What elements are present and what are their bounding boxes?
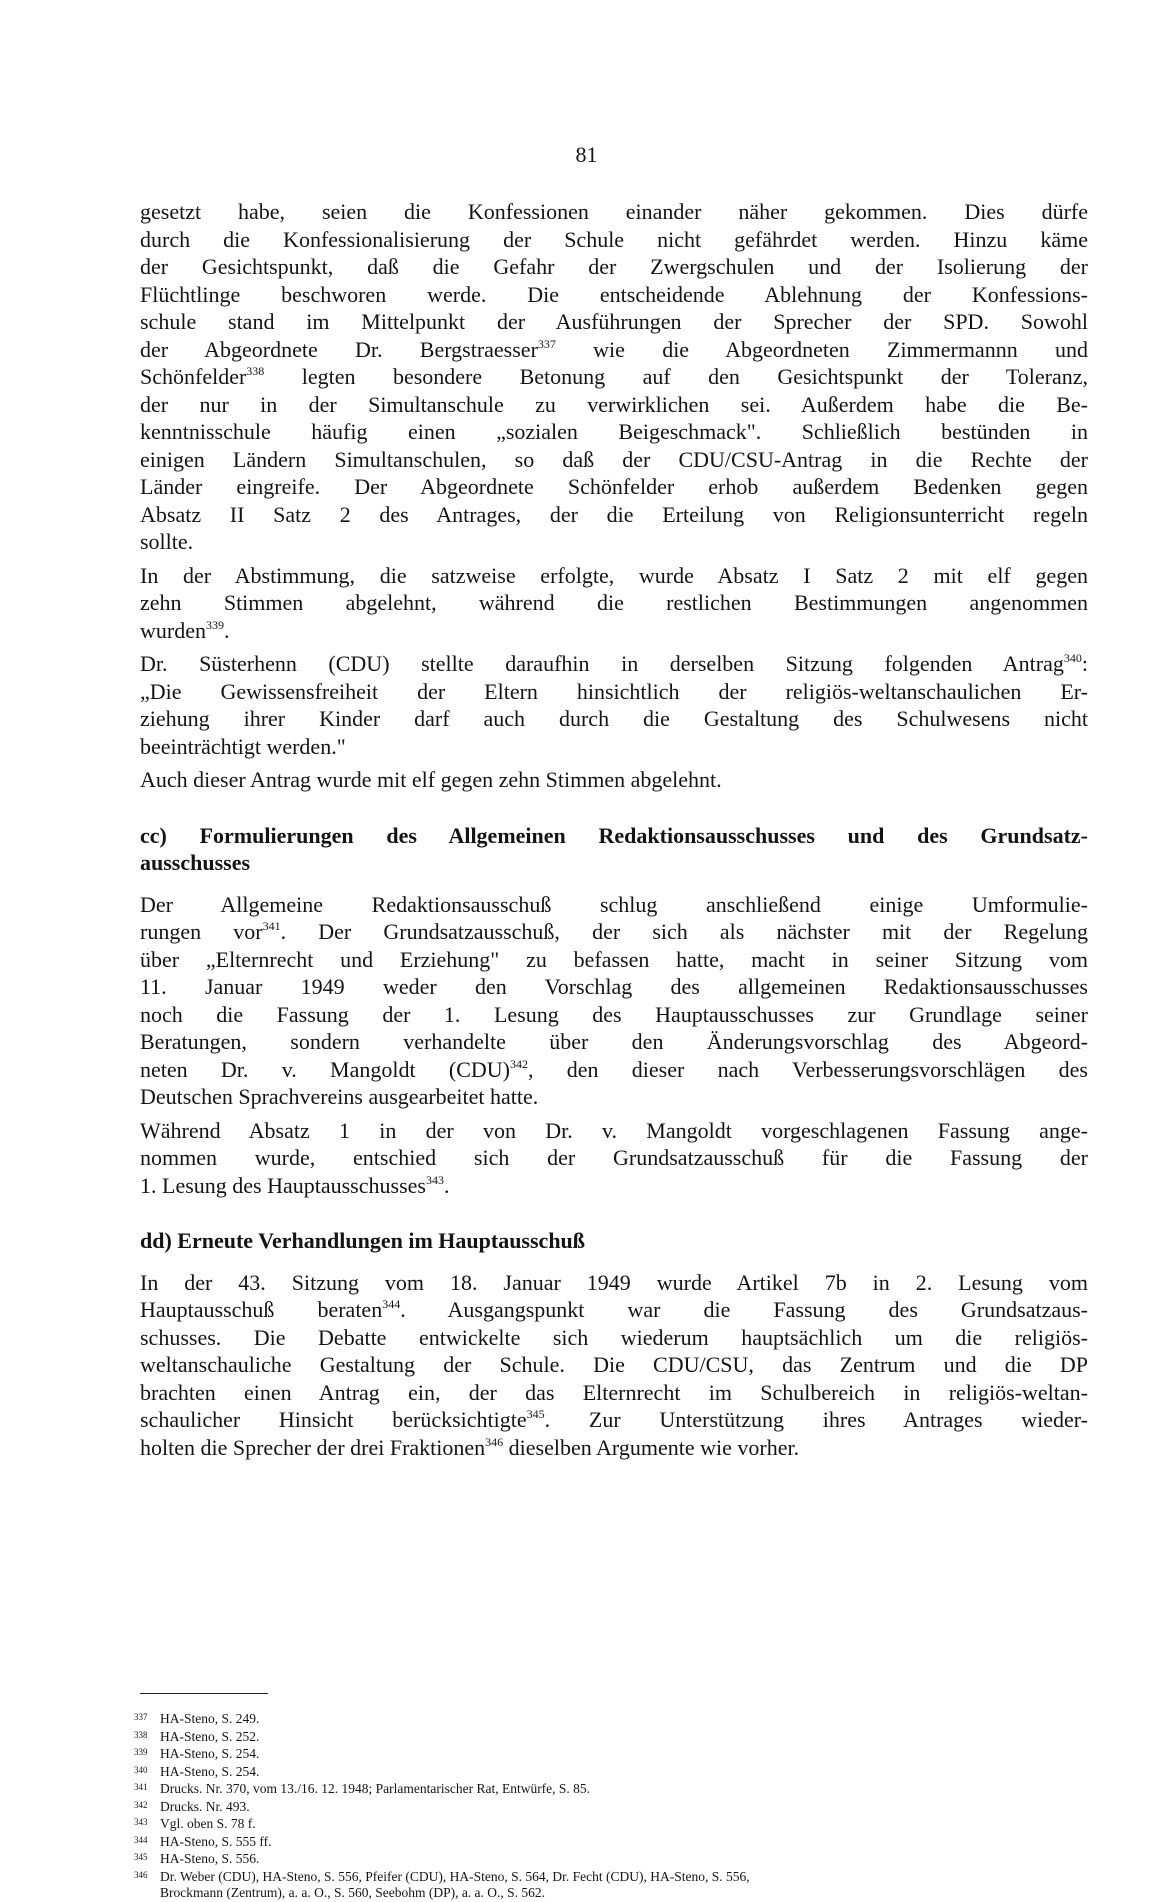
paragraph: [140, 1269, 1088, 1462]
footnote-ref: 342: [509, 1056, 528, 1071]
footnote-number: 345: [134, 1852, 148, 1862]
footnote-number: 339: [134, 1747, 148, 1757]
footnotes: [134, 1709, 1094, 1902]
text-line: Der Allgemeine Redaktionsausschuß schlug anschließend einige Umformulie-: [140, 891, 1088, 917]
text-line: Flüchtlinge beschworen werde. Die entscheidende Ablehnung der Konfessions-: [140, 281, 1088, 307]
text-line: Länder eingreife. Der Abgeordnete Schönfelder erhob außerdem Bedenken gegen: [140, 474, 1088, 499]
footnote-separator: [140, 1693, 268, 1694]
text-line: Hauptausschuß beraten$^{344}$. Ausgangspunkt war die Fassung des Grundsatzaus-: [140, 1297, 1088, 1322]
section-heading: [140, 1227, 1088, 1255]
footnote-ref: 341: [262, 919, 281, 933]
paragraph: [140, 198, 1088, 556]
footnote: 340 HA-Steno, S. 254.: [134, 1763, 260, 1779]
text-line: rungen vor$^{341}$. Der Grundsatzausschuß, der sich als nächster mit der Regelung: [140, 919, 1088, 944]
text-line: sollte.: [140, 529, 194, 554]
text-line: Deutschen Sprachvereins ausgearbeitet hatte.: [140, 1084, 539, 1109]
text-line: „Die Gewissensfreiheit der Eltern hinsichtlich der religiös-weltanschaulichen Er-: [140, 678, 1088, 704]
text-line: einigen Ländern Simultanschulen, so daß der CDU/CSU-Antrag in die Rechte der: [140, 446, 1088, 472]
footnote: 344 HA-Steno, S. 555 ff.: [134, 1833, 272, 1849]
footnote-number: 342: [134, 1799, 148, 1810]
footnote: 343 Vgl. oben S. 78 f.: [134, 1816, 256, 1831]
text-line: In der 43. Sitzung vom 18. Januar 1949 wurde Artikel 7b in 2. Lesung vom: [140, 1269, 1088, 1295]
text-line: 11. Januar 1949 weder den Vorschlag des allgemeinen Redaktionsausschusses: [140, 974, 1088, 999]
body-text: [140, 198, 1088, 1461]
paragraph: [140, 650, 1088, 760]
footnote-ref: 339: [205, 617, 224, 632]
text-line: wurden$^{339}$.: [140, 617, 230, 643]
text-line: gesetzt habe, seien die Konfessionen einander näher gekommen. Dies dürfe: [140, 199, 1088, 224]
paragraph: [140, 1117, 1088, 1200]
paragraph: [140, 766, 1088, 794]
footnote: 346 Dr. Weber (CDU), HA-Steno, S. 556, Pfeifer (CDU), HA-Steno, S. 564, Dr. Fecht (CDU), HA-Steno, S. 556,: [134, 1868, 750, 1884]
footnote-ref: 340: [1063, 651, 1082, 665]
footnote: 341 Drucks. Nr. 370, vom 13./16. 12. 1948; Parlamentarischer Rat, Entwürfe, S. 85.: [134, 1781, 591, 1796]
footnote: 337 HA-Steno, S. 249.: [134, 1711, 260, 1726]
footnote: 342 Drucks. Nr. 493.: [134, 1798, 250, 1814]
text-line: brachten einen Antrag ein, der das Elternrecht im Schulbereich in religiös-weltan-: [140, 1379, 1088, 1405]
footnote-ref: 345: [526, 1407, 545, 1421]
footnote-ref: 346: [485, 1434, 504, 1449]
text-line: cc) Formulierungen des Allgemeinen Redaktionsausschusses und des Grundsatz-: [140, 822, 1088, 848]
text-line: In der Abstimmung, die satzweise erfolgte, wurde Absatz I Satz 2 mit elf gegen: [140, 562, 1088, 588]
text-line: Während Absatz 1 in der von Dr. v. Mangoldt vorgeschlagenen Fassung ange-: [140, 1117, 1088, 1143]
footnote-number: 344: [134, 1834, 148, 1845]
footnote-number: 338: [134, 1729, 148, 1740]
footnote: 345 HA-Steno, S. 556.: [134, 1851, 260, 1866]
footnote: 338 HA-Steno, S. 252.: [134, 1728, 260, 1744]
footnote: 339 HA-Steno, S. 254.: [134, 1746, 260, 1761]
footnote-ref: 344: [382, 1297, 401, 1311]
paragraph: [140, 562, 1088, 645]
text-line: Dr. Süsterhenn (CDU) stellte daraufhin in derselben Sitzung folgenden Antrag$^{340}$:: [140, 651, 1088, 676]
paragraph: [140, 891, 1088, 1111]
text-line: noch die Fassung der 1. Lesung des Hauptausschusses zur Grundlage seiner: [140, 1001, 1088, 1027]
text-line: der nur in der Simultanschule zu verwirklichen sei. Außerdem habe die Be-: [140, 391, 1088, 417]
text-line: ziehung ihrer Kinder darf auch durch die Gestaltung des Schulwesens nicht: [140, 706, 1088, 731]
footnote-number: 346: [134, 1869, 148, 1880]
text-line: beeinträchtigt werden.": [140, 733, 346, 759]
text-line: Absatz II Satz 2 des Antrages, der die Erteilung von Religionsunterricht regeln: [140, 501, 1088, 527]
text-line: kenntnisschule häufig einen „sozialen Beigeschmack". Schließlich bestünden in: [140, 419, 1088, 444]
footnote-ref: 338: [246, 364, 265, 378]
footnote-number: 337: [134, 1712, 148, 1722]
text-line: neten Dr. v. Mangoldt (CDU)$^{342}$, den dieser nach Verbesserungsvorschlägen des: [140, 1056, 1088, 1082]
text-line: 1. Lesung des Hauptausschusses$^{343}$.: [140, 1172, 450, 1198]
text-line: der Gesichtspunkt, daß die Gefahr der Zwergschulen und der Isolierung der: [140, 254, 1088, 279]
text-line: dd) Erneute Verhandlungen im Hauptausschuß: [140, 1228, 586, 1253]
text-line: Schönfelder$^{338}$ legten besondere Betonung auf den Gesichtspunkt der Toleranz,: [140, 364, 1088, 389]
text-line: durch die Konfessionalisierung der Schule nicht gefährdet werden. Hinzu käme: [140, 226, 1088, 252]
footnote-ref: 337: [537, 336, 556, 351]
text-line: holten die Sprecher der drei Fraktionen$^{346}$ dieselben Argumente wie vorher.: [140, 1434, 800, 1460]
footnote-number: 340: [134, 1764, 148, 1775]
text-line: schusses. Die Debatte entwickelte sich wiederum hauptsächlich um die religiös-: [140, 1324, 1088, 1350]
text-line: zehn Stimmen abgelehnt, während die restlichen Bestimmungen angenommen: [140, 590, 1088, 615]
footnote-number: 341: [134, 1782, 148, 1792]
footnote-number: 343: [134, 1817, 148, 1827]
text-line: ausschusses: [140, 850, 251, 875]
section-heading: [140, 822, 1088, 877]
page-number: 81: [575, 142, 598, 167]
text-line: über „Elternrecht und Erziehung" zu befassen hatte, macht in seiner Sitzung vom: [140, 946, 1088, 972]
text-line: Beratungen, sondern verhandelte über den Änderungsvorschlag des Abgeord-: [140, 1029, 1088, 1054]
text-line: schaulicher Hinsicht berücksichtigte$^{345}$. Zur Unterstützung ihres Antrages wieder-: [140, 1407, 1088, 1432]
text-line: der Abgeordnete Dr. Bergstraesser$^{337}$ wie die Abgeordneten Zimmermannn und: [140, 336, 1089, 362]
footnote-ref: 343: [425, 1172, 444, 1187]
text-line: schule stand im Mittelpunkt der Ausführungen der Sprecher der SPD. Sowohl: [140, 309, 1088, 334]
footnote-continuation: Brockmann (Zentrum), a. a. O., S. 560, Seebohm (DP), a. a. O., S. 562.: [160, 1885, 546, 1900]
text-line: nommen wurde, entschied sich der Grundsatzausschuß für die Fassung der: [140, 1145, 1088, 1170]
text-line: Auch dieser Antrag wurde mit elf gegen zehn Stimmen abgelehnt.: [140, 767, 722, 792]
text-line: weltanschauliche Gestaltung der Schule. Die CDU/CSU, das Zentrum und die DP: [140, 1352, 1088, 1377]
